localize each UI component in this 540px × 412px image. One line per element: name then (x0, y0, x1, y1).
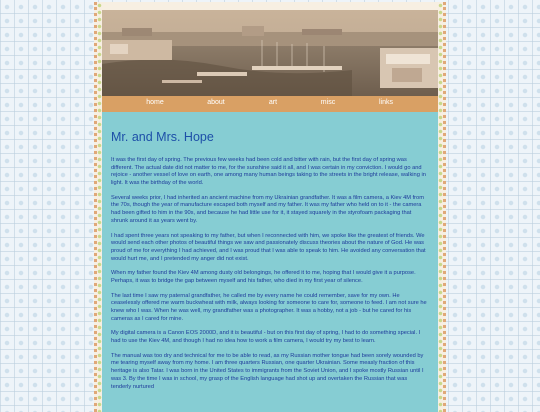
harbor-photo (102, 10, 438, 96)
nav-about-link[interactable]: about (207, 99, 225, 106)
nav-links-link[interactable]: links (378, 99, 394, 106)
post-paragraph: The last time I saw my paternal grandfather, he called me by every name he could remember, save for my own. He ceaselessly offered me warm buckwheat with milk, always looking for someone to care for, someone to feed. I am not sure he knew who I was. When he was well, my grandfather was a photographer. It was a hobby, not a job - but he cared for his cameras as I cared for mine. (111, 292, 427, 322)
post-title: Mr. and Mrs. Hope (111, 130, 214, 144)
nav-art-link[interactable]: art (268, 99, 278, 106)
nav-home-link[interactable]: home (146, 99, 164, 106)
post-paragraph: The manual was too dry and technical for me to be able to read, as my Russian mother tongue had been sorely wounded by me tearing myself away from my home. I am three quarters Russian, one quarter Ukrainian. Some measly fraction of this heritage is also Tatar. I was born in the United States to immigrants from the Soviet Union, and I spoke mostly Russian until I was 3. By the time I was in school, my grasp of the English language had shot up and overtaken the Russian that was tenderly nurtured (111, 352, 424, 390)
post-paragraph: My digital camera is a Canon EOS 2000D, and it is beautiful - but on this first day of spring, I had to do something special. I had to use the Kiev 4M, and though I had no idea how to work a film camera, I would try my best to learn. (111, 330, 421, 345)
post-paragraph: Several weeks prior, I had inherited an ancient machine from my Ukrainian grandfather. It was a film camera, a Kiev 4M from the 70s, though the year of manufacture escaped both myself and my father. It was my father who held on to it - the camera had been gifted to him in the 90s, and because he had little use for it, it stayed squarely in the styrofoam packaging that shrunk around it as years went by. (111, 194, 424, 224)
post-paragraph: It was the first day of spring. The previous few weeks had been cold and bitter with rain, but the first day of spring was different. The actual date did not matter to me, for the sunshine said it all, and I was certain in my conviction. I would go and rejoice - another vessel of love on earth, one among many human beings taking to the streets in the bright release, walking in light. It was the birthday of the world. (111, 157, 426, 187)
post-paragraph: When my father found the Kiev 4M among dusty old belongings, he offered it to me, hoping that I would give it a purpose. Perhaps, it was to bridge the gap between myself and his father, who died in my first year of silence. (111, 270, 416, 284)
post-paragraph: I had spent three years not speaking to my father, but when I reconnected with him, we spoke like the greatest of friends. We would send each other photos of beautiful things we saw and passionately discuss theories about the nature of God. He was proud of me for everything I had achieved, and I was proud that I was able to speak to him. He avoided any conversation that would hurt me, and I pretended my anger did not exist. (111, 232, 426, 262)
post-content (102, 112, 438, 412)
main-nav (102, 96, 438, 112)
header-image (102, 10, 438, 96)
nav-misc-link[interactable]: misc (320, 99, 336, 106)
